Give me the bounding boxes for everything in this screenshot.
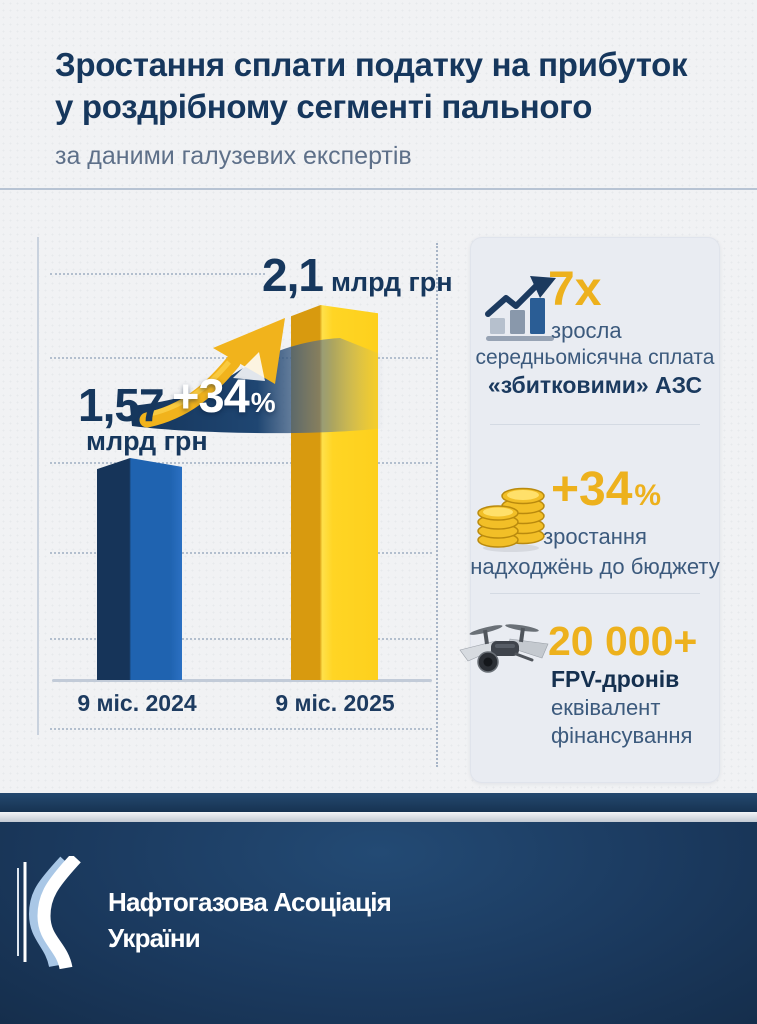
bar-2024-unit: млрд грн bbox=[86, 426, 208, 456]
growth-badge-percent: % bbox=[250, 387, 275, 418]
stat-value-number: +34 bbox=[551, 463, 633, 516]
bar-2025-unit: млрд грн bbox=[330, 267, 453, 297]
x-label-2024: 9 міс. 2024 bbox=[77, 690, 197, 716]
stat-line: надходжёнь до бюджету bbox=[470, 554, 720, 579]
page-title-line2: у роздрібному сегменті пального bbox=[55, 88, 593, 125]
chart-stats-separator bbox=[436, 243, 438, 767]
stat-value bbox=[551, 462, 661, 517]
stat-value-suffix: % bbox=[634, 479, 662, 512]
stat-divider bbox=[490, 593, 700, 594]
stat-line: зростання bbox=[543, 524, 647, 549]
bar-2025-value: 2,1 bbox=[262, 249, 323, 301]
bar-2024-value: 1,57 bbox=[78, 379, 164, 431]
bar-2024 bbox=[97, 458, 182, 680]
growth-badge-value: +34 bbox=[172, 369, 249, 422]
gridline bbox=[50, 728, 432, 730]
stat-line: FPV-дронів bbox=[551, 666, 680, 692]
stat-line: «збитковими» АЗС bbox=[487, 372, 703, 398]
fpv-drone-icon bbox=[458, 620, 550, 682]
naftogaz-flame-logo-icon bbox=[12, 856, 96, 970]
page-subtitle: за даними галузевих експертів bbox=[55, 142, 412, 170]
page-title-line1: Зростання сплати податку на прибуток bbox=[55, 46, 688, 83]
footer-silver-stripe bbox=[0, 812, 757, 822]
org-name-line1: Нафтогазова Асоціація bbox=[108, 887, 392, 917]
stat-divider bbox=[490, 424, 700, 425]
stat-line: середньомісячна сплата bbox=[475, 346, 715, 369]
growth-badge bbox=[172, 368, 275, 423]
bar-2025-label bbox=[262, 248, 453, 302]
y-axis-line bbox=[37, 237, 39, 735]
stat-line: зросла bbox=[551, 318, 622, 343]
stat-line: фінансування bbox=[551, 723, 693, 748]
stat-line: еквівалент bbox=[551, 695, 661, 720]
stat-value: 7x bbox=[548, 263, 602, 316]
stat-value: 20 000+ bbox=[548, 618, 698, 664]
header-divider bbox=[0, 188, 757, 190]
gridline bbox=[50, 273, 265, 275]
org-name-line2: України bbox=[108, 923, 200, 953]
footer-top-stripe bbox=[0, 793, 757, 812]
x-label-2025: 9 міс. 2025 bbox=[275, 690, 395, 716]
